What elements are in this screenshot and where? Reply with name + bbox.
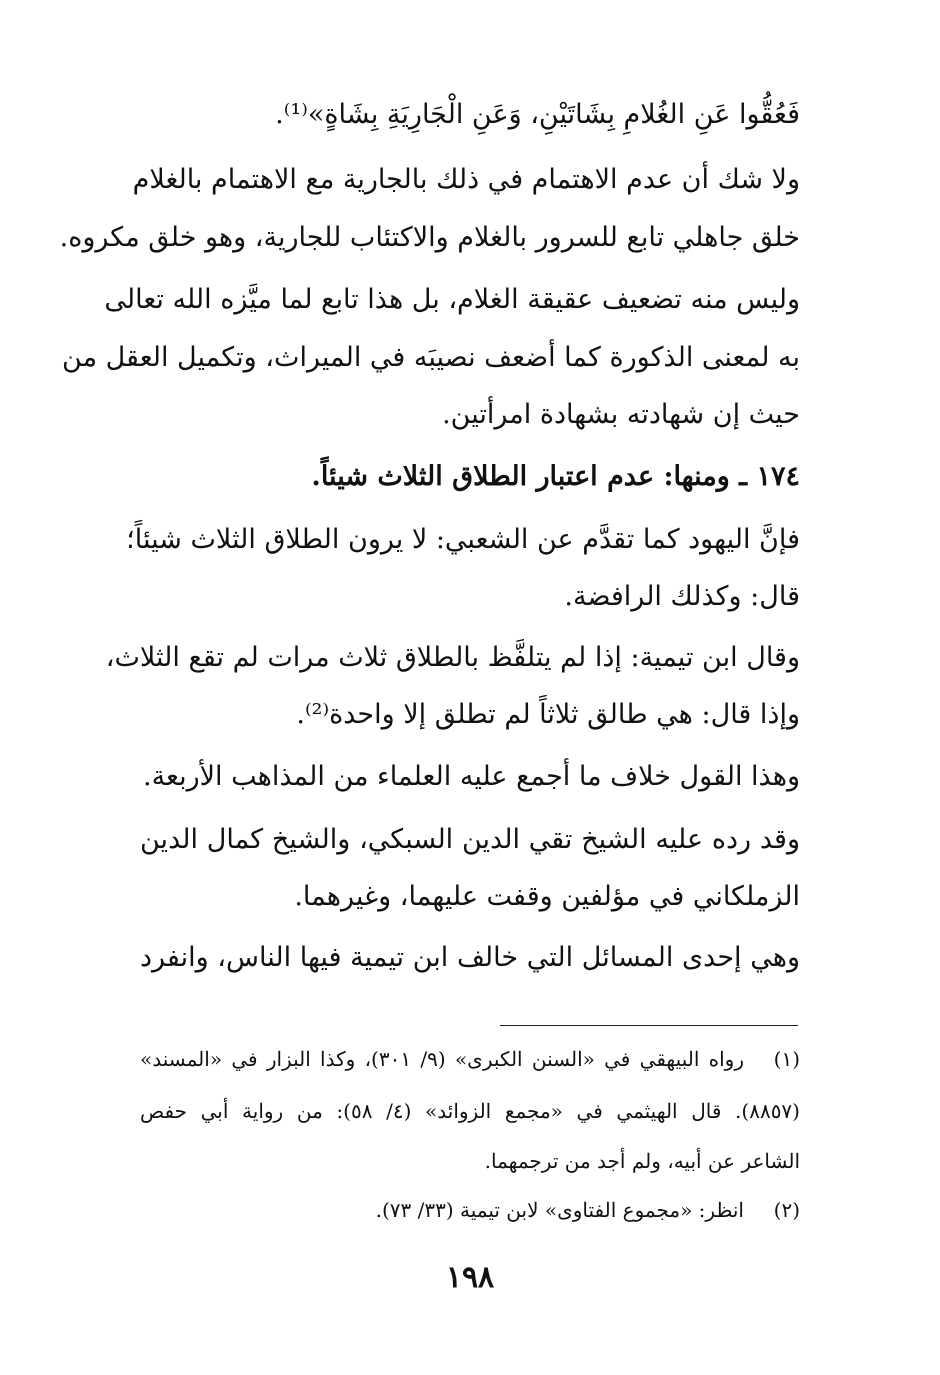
- body-line-1: فَعُقُّوا عَنِ الغُلامِ بِشَاتَيْنِ، وَعَنِ الْجَارِيَةِ بِشَاةٍ»⁽¹⁾.: [275, 99, 800, 130]
- body-line-9: قال: وكذلك الرافضة.: [564, 581, 800, 612]
- body-line-15: وهي إحدى المسائل التي خالف ابن تيمية فيها الناس، وانفرد: [140, 942, 800, 973]
- footnote-2-line-1: [140, 1195, 800, 1225]
- footnote-1-line-3: الشاعر عن أبيه، ولم أجد من ترجمهما.: [484, 1149, 800, 1173]
- body-line-11: وإذا قال: هي طالق ثلاثاً لم تطلق إلا واحدة⁽²⁾.: [296, 699, 800, 730]
- footnote-1-text-1: رواه البيهقي في «السنن الكبرى» (٩/ ٣٠١)، وكذا البزار في «المسند»: [140, 1047, 745, 1071]
- body-line-5: به لمعنى الذكورة كما أضعف نصيبَه في الميراث، وتكميل العقل من: [62, 342, 800, 373]
- footnote-1-line-1: [140, 1044, 800, 1074]
- body-line-12: وهذا القول خلاف ما أجمع عليه العلماء من المذاهب الأربعة.: [142, 761, 800, 792]
- footnote-separator: [500, 1025, 798, 1026]
- body-line-3: خلق جاهلي تابع للسرور بالغلام والاكتئاب للجارية، وهو خلق مكروه.: [59, 222, 800, 253]
- body-line-8: فإنَّ اليهود كما تقدَّم عن الشعبي: لا يرون الطلاق الثلاث شيئاً؛: [126, 524, 800, 555]
- footnote-2-text-1: انظر: «مجموع الفتاوى» لابن تيمية (٣٣/ ٧٣).: [375, 1198, 744, 1222]
- body-line-6: حيث إن شهادته بشهادة امرأتين.: [442, 399, 800, 430]
- body-line-13: وقد رده عليه الشيخ تقي الدين السبكي، والشيخ كمال الدين: [140, 824, 800, 855]
- body-line-14: الزملكاني في مؤلفين وقفت عليهما، وغيرهما.: [294, 881, 800, 912]
- footnote-1-line-2: (٨٨٥٧). قال الهيثمي في «مجمع الزوائد» (٤/ ٥٨): من رواية أبي حفص: [140, 1099, 800, 1123]
- body-line-2: ولا شك أن عدم الاهتمام في ذلك بالجارية مع الاهتمام بالغلام: [132, 164, 800, 195]
- footnote-2-number: (٢): [773, 1198, 800, 1222]
- footnote-1-number: (١): [773, 1047, 801, 1071]
- body-line-10: وقال ابن تيمية: إذا لم يتلفَّظ بالطلاق ثلاث مرات لم تقع الثلاث،: [105, 642, 800, 673]
- page-number: ١٩٨: [445, 1260, 495, 1295]
- section-heading: ١٧٤ ـ ومنها: عدم اعتبار الطلاق الثلاث شيئاً.: [311, 461, 800, 492]
- body-line-4: وليس منه تضعيف عقيقة الغلام، بل هذا تابع لما ميَّزه الله تعالى: [104, 284, 800, 315]
